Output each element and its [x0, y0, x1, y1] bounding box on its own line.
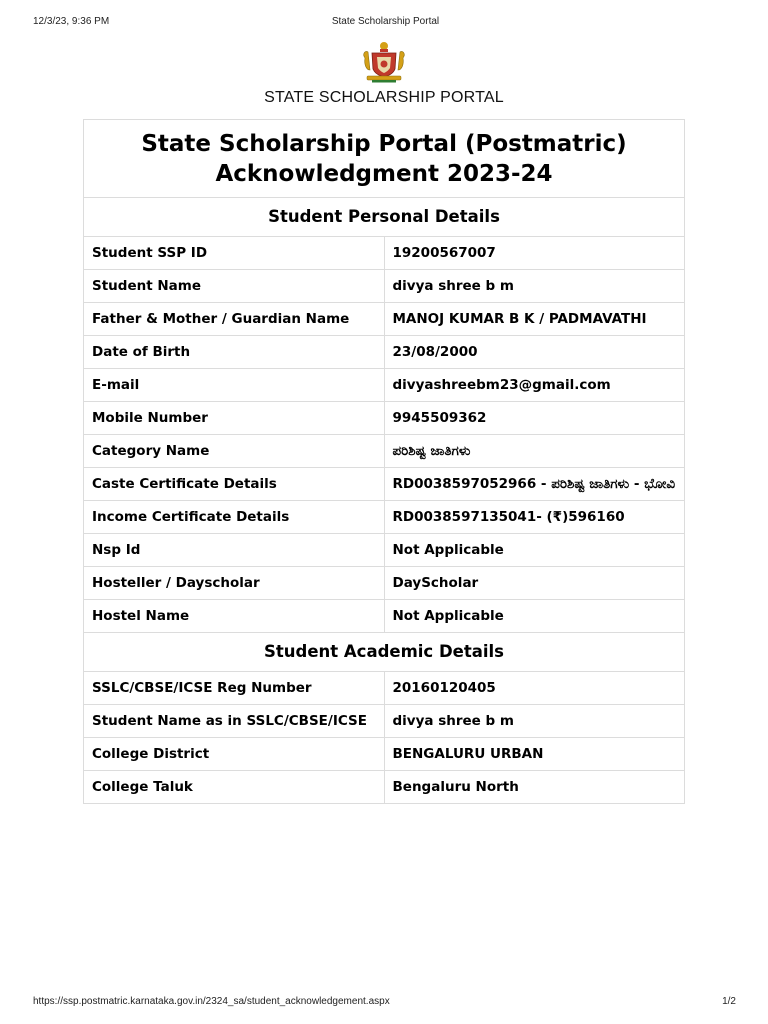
field-value: 20160120405	[384, 672, 685, 705]
field-label: Nsp Id	[84, 534, 385, 567]
document-title-line2: Acknowledgment 2023-24	[215, 161, 553, 187]
table-row	[84, 672, 685, 705]
field-value: RD0038597052966 - ಪರಿಶಿಷ್ಟ ಜಾತಿಗಳು - ಭೋವಿ	[384, 468, 685, 501]
field-value: Not Applicable	[384, 534, 685, 567]
field-label: Mobile Number	[84, 402, 385, 435]
personal-details-heading: Student Personal Details	[84, 198, 685, 237]
field-value: 9945509362	[384, 402, 685, 435]
field-value: DayScholar	[384, 567, 685, 600]
field-value: BENGALURU URBAN	[384, 738, 685, 771]
table-row	[84, 534, 685, 567]
field-label: College Taluk	[84, 771, 385, 804]
section-heading-row	[84, 633, 685, 672]
field-value: RD0038597135041- (₹)596160	[384, 501, 685, 534]
field-value: 23/08/2000	[384, 336, 685, 369]
field-label: E-mail	[84, 369, 385, 402]
field-label: College District	[84, 738, 385, 771]
print-url: https://ssp.postmatric.karnataka.gov.in/2324_sa/student_acknowledgement.aspx	[33, 996, 390, 1007]
field-value: MANOJ KUMAR B K / PADMAVATHI	[384, 303, 685, 336]
field-value: 19200567007	[384, 237, 685, 270]
section-heading-row	[84, 198, 685, 237]
field-label: Student SSP ID	[84, 237, 385, 270]
table-row	[84, 303, 685, 336]
table-row	[84, 336, 685, 369]
portal-title: STATE SCHOLARSHIP PORTAL	[264, 89, 504, 106]
table-row	[84, 435, 685, 468]
field-value: divya shree b m	[384, 270, 685, 303]
field-value: divyashreebm23@gmail.com	[384, 369, 685, 402]
field-label: SSLC/CBSE/ICSE Reg Number	[84, 672, 385, 705]
table-row	[84, 771, 685, 804]
acknowledgement-table	[83, 119, 685, 804]
table-row	[84, 705, 685, 738]
field-value: Not Applicable	[384, 600, 685, 633]
field-value: Bengaluru North	[384, 771, 685, 804]
field-value: ಪರಿಶಿಷ್ಟ ಜಾತಿಗಳು	[384, 435, 685, 468]
field-label: Student Name	[84, 270, 385, 303]
table-row	[84, 567, 685, 600]
title-row	[84, 120, 685, 198]
table-row	[84, 270, 685, 303]
karnataka-emblem-icon	[358, 40, 410, 84]
document-title-line1: State Scholarship Portal (Postmatric)	[141, 131, 627, 157]
page-indicator: 1/2	[722, 996, 736, 1007]
field-value: divya shree b m	[384, 705, 685, 738]
field-label: Father & Mother / Guardian Name	[84, 303, 385, 336]
table-row	[84, 501, 685, 534]
print-page-title: State Scholarship Portal	[331, 16, 440, 27]
table-row	[84, 738, 685, 771]
field-label: Hostel Name	[84, 600, 385, 633]
table-row	[84, 402, 685, 435]
academic-details-heading: Student Academic Details	[84, 633, 685, 672]
field-label: Student Name as in SSLC/CBSE/ICSE	[84, 705, 385, 738]
field-label: Income Certificate Details	[84, 501, 385, 534]
table-row	[84, 600, 685, 633]
document-title	[84, 120, 685, 198]
field-label: Date of Birth	[84, 336, 385, 369]
field-label: Category Name	[84, 435, 385, 468]
field-label: Caste Certificate Details	[84, 468, 385, 501]
table-row	[84, 237, 685, 270]
field-label: Hosteller / Dayscholar	[84, 567, 385, 600]
table-row	[84, 468, 685, 501]
print-datetime: 12/3/23, 9:36 PM	[33, 16, 110, 27]
table-row	[84, 369, 685, 402]
